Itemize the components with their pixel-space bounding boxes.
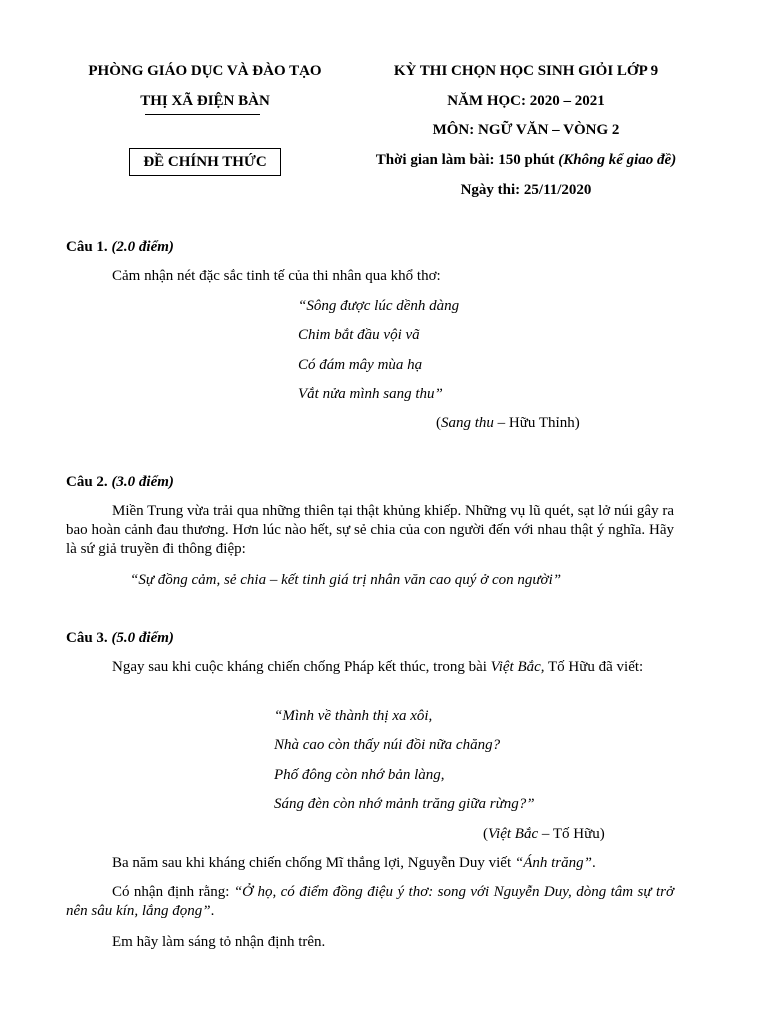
q3-poem-line: Phố đông còn nhớ bản làng,	[274, 767, 445, 783]
q2-quote: “Sự đồng cảm, sẻ chia – kết tinh giá trị nhân văn cao quý ở con người”	[130, 572, 562, 588]
q3-intro-text: Ngay sau khi cuộc kháng chiến chống Pháp kết thúc, trong bài	[112, 659, 491, 675]
q3-statement-end: .	[210, 903, 215, 919]
q3-statement	[66, 883, 674, 921]
q1-poem-line: Chim bắt đầu vội vã	[298, 327, 420, 343]
exam-title: KỲ THI CHỌN HỌC SINH GIỎI LỚP 9	[393, 63, 659, 79]
q1-poem-line: “Sông được lúc dềnh dàng	[298, 298, 460, 314]
q1-poem-line: Có đám mây mùa hạ	[298, 357, 423, 373]
q3-second-text: Ba năm sau khi kháng chiến chống Mĩ thắng lợi, Nguyễn Duy viết	[112, 855, 515, 871]
time-label: Thời gian làm bài: 150 phút	[375, 152, 555, 168]
district-underline	[145, 114, 260, 115]
q3-second-poem-line	[112, 854, 596, 872]
q3-label: Câu 3.	[66, 630, 108, 646]
q3-source-author: – Tố Hữu)	[538, 826, 605, 842]
q3-statement-quote: “Ở họ, có điểm đồng điệu ý thơ: song với Nguyễn Duy, dòng tâm sự trở nên sâu kín, lắng đọng”	[66, 884, 674, 919]
q3-poem-line: “Mình về thành thị xa xôi,	[274, 708, 433, 724]
q3-task: Em hãy làm sáng tỏ nhận định trên.	[112, 934, 326, 950]
q3-source	[483, 825, 605, 843]
q1-prompt: Cảm nhận nét đặc sắc tinh tế của thi nhân qua khổ thơ:	[112, 268, 441, 284]
q3-source-open: (	[483, 826, 488, 842]
q2-label: Câu 2.	[66, 474, 108, 490]
q1-poem-line: Vắt nửa mình sang thu”	[298, 386, 443, 402]
q1-source-title: Sang thu	[441, 415, 494, 431]
department-name: PHÒNG GIÁO DỤC VÀ ĐÀO TẠO	[88, 63, 322, 79]
q3-heading	[66, 629, 174, 647]
official-exam-badge: ĐỀ CHÍNH THỨC	[129, 148, 281, 176]
q3-points: (5.0 điểm)	[111, 630, 174, 646]
q2-heading	[66, 473, 174, 491]
exam-date: Ngày thi: 25/11/2020	[460, 182, 592, 198]
district-name: THỊ XÃ ĐIỆN BÀN	[140, 93, 270, 109]
q3-second-title: “Ánh trăng”	[514, 855, 592, 871]
q3-source-title: Việt Bắc	[488, 826, 539, 842]
q1-source	[436, 414, 580, 432]
q1-source-author: – Hữu Thỉnh)	[493, 415, 580, 431]
q1-heading	[66, 238, 174, 256]
time-note: (Không kể giao đề)	[558, 152, 677, 168]
q3-intro-text-end: Tố Hữu đã viết:	[544, 659, 644, 675]
q3-poem-line: Nhà cao còn thấy núi đồi nữa chăng?	[274, 737, 501, 753]
q3-intro	[66, 658, 698, 677]
q3-intro-title: Việt Bắc,	[490, 659, 545, 675]
q1-points: (2.0 điểm)	[111, 239, 174, 255]
school-year: NĂM HỌC: 2020 – 2021	[447, 93, 605, 109]
q1-label: Câu 1.	[66, 239, 108, 255]
q2-points: (3.0 điểm)	[111, 474, 174, 490]
q1-source-open: (	[436, 415, 441, 431]
q2-paragraph: Miền Trung vừa trải qua những thiên tại thật khủng khiếp. Những vụ lũ quét, sạt lở núi gây ra bao hoàn cảnh đau thương. Hơn lúc nào hết, sự sẻ chia của con người đến với nhau thật ý nghĩa. Hãy là sứ giả truyền đi thông điệp:	[66, 503, 674, 557]
exam-time	[340, 151, 712, 169]
q3-statement-text: Có nhận định rằng:	[112, 884, 234, 900]
q3-poem-line: Sáng đèn còn nhớ mảnh trăng giữa rừng?”	[274, 796, 535, 812]
subject: MÔN: NGỮ VĂN – VÒNG 2	[432, 122, 620, 138]
q3-second-end: .	[591, 855, 596, 871]
